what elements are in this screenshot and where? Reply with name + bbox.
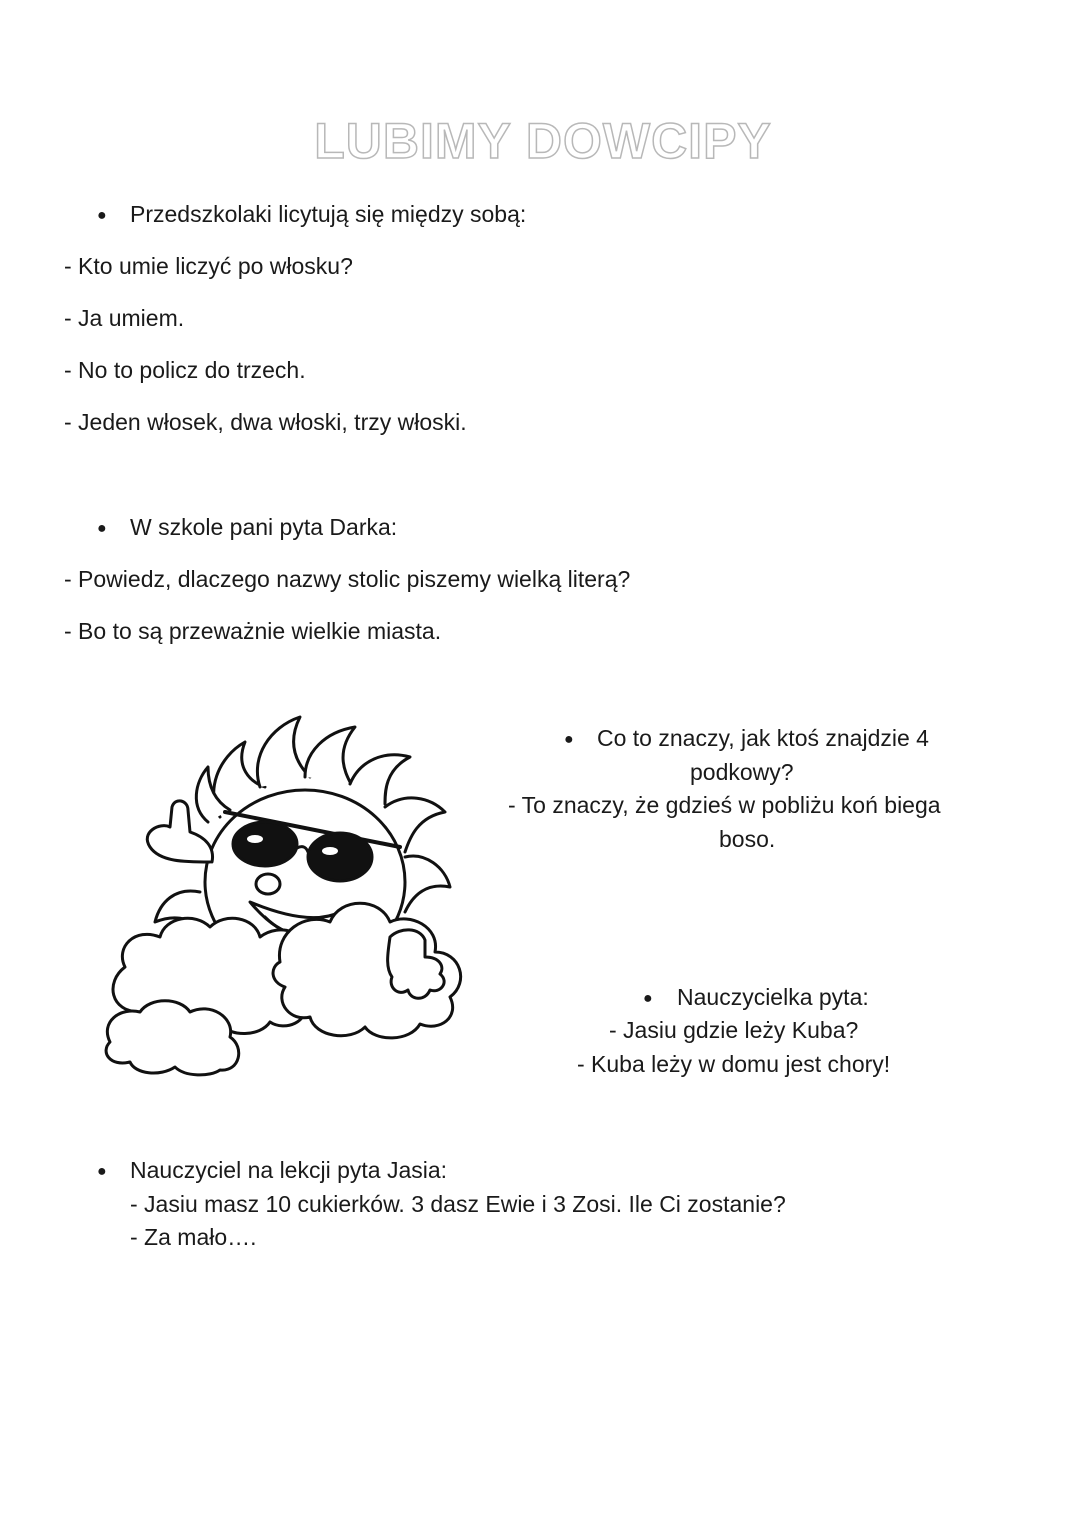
joke3-intro-continued: podkowy? <box>690 759 794 785</box>
joke1-line: - Kto umie liczyć po włosku? <box>64 253 353 279</box>
joke4-line: - Kuba leży w domu jest chory! <box>577 1051 891 1077</box>
joke3-answer-continued: boso. <box>719 826 776 852</box>
joke5-intro: Nauczyciel na lekcji pyta Jasia: <box>130 1157 448 1183</box>
joke3-intro: Co to znaczy, jak ktoś znajdzie 4 <box>597 725 929 751</box>
bullet-icon: ● <box>564 731 574 748</box>
joke3-answer: - To znaczy, że gdzieś w pobliżu koń biega <box>508 792 941 818</box>
sun-with-sunglasses-on-cloud-icon <box>100 712 490 1077</box>
bullet-icon: ● <box>97 520 107 537</box>
bullet-icon: ● <box>643 990 653 1007</box>
bullet-icon: ● <box>97 207 107 224</box>
joke1-line: - No to policz do trzech. <box>64 357 306 383</box>
joke1-line: - Jeden włosek, dwa włoski, trzy włoski. <box>64 409 467 435</box>
joke2-intro: W szkole pani pyta Darka: <box>130 514 398 540</box>
joke2-line: - Bo to są przeważnie wielkie miasta. <box>64 618 442 644</box>
joke1-intro: Przedszkolaki licytują się między sobą: <box>130 201 527 227</box>
joke2-line: - Powiedz, dlaczego nazwy stolic piszemy wielką literą? <box>64 566 631 592</box>
joke4-line: - Jasiu gdzie leży Kuba? <box>609 1017 859 1043</box>
joke4-intro: Nauczycielka pyta: <box>677 984 869 1010</box>
bullet-icon: ● <box>97 1163 107 1180</box>
joke1-line: - Ja umiem. <box>64 305 185 331</box>
joke5-line: - Za mało…. <box>130 1224 257 1250</box>
page-title: LUBIMY DOWCIPY <box>314 113 772 169</box>
joke5-line: - Jasiu masz 10 cukierków. 3 dasz Ewie i 3 Zosi. Ile Ci zostanie? <box>130 1191 786 1217</box>
